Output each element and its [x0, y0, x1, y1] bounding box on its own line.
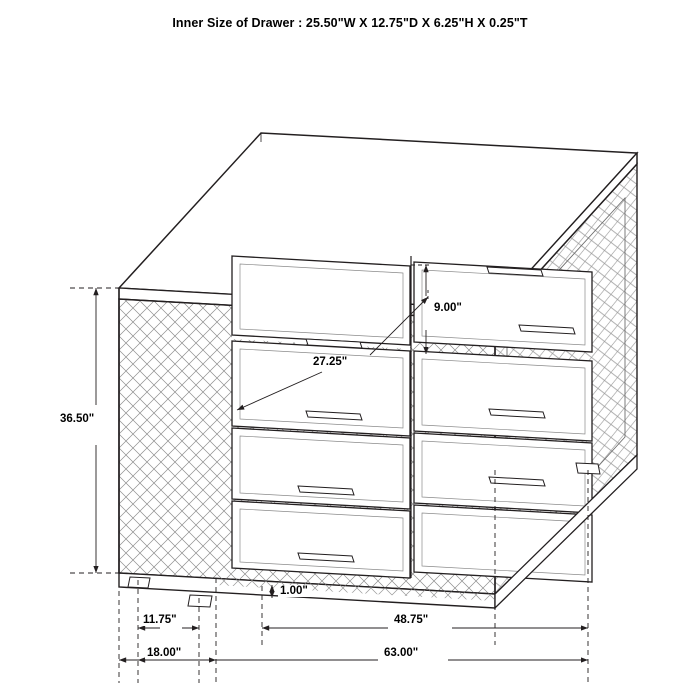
dimension-label-plinth-height: 1.00"	[280, 585, 308, 597]
dimension-label-drawer-width: 27.25"	[313, 356, 348, 368]
dimension-label-depth-total: 18.00"	[147, 647, 182, 659]
page-title: Inner Size of Drawer : 25.50"W X 12.75"D X 6.25"H X 0.25"T	[172, 16, 528, 30]
dimension-label-depth-side: 11.75"	[143, 614, 177, 626]
dimension-label-drawer-height: 9.00"	[434, 302, 462, 314]
dimension-label-height-overall: 36.50"	[60, 413, 95, 425]
dimension-label-width-front: 48.75"	[394, 614, 429, 626]
dimension-label-width-overall: 63.00"	[384, 647, 419, 659]
